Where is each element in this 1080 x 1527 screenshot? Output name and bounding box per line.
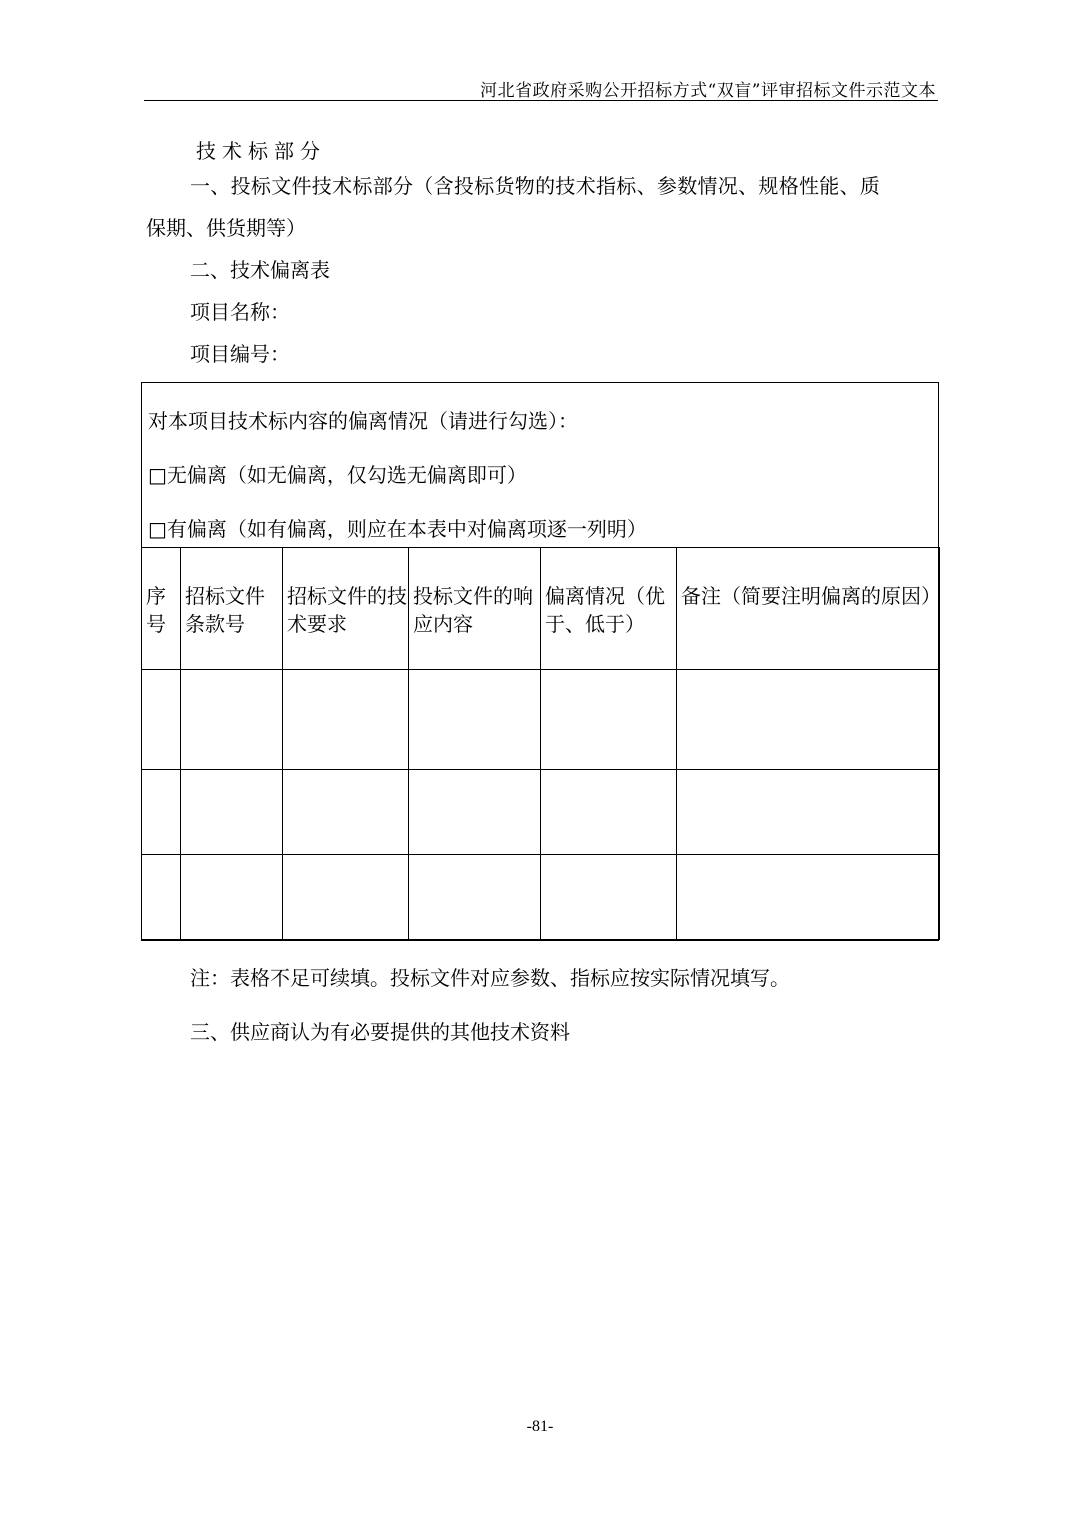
table-cell[interactable] xyxy=(541,670,677,770)
table-cell[interactable] xyxy=(142,855,181,940)
table-cell[interactable] xyxy=(283,855,409,940)
col-header-response: 投标文件的响应内容 xyxy=(409,548,541,670)
table-header-row xyxy=(142,548,940,670)
header-divider xyxy=(144,100,938,101)
project-name-label: 项目名称： xyxy=(190,300,290,324)
table-row xyxy=(142,670,940,770)
item1-text-line1: 一、投标文件技术标部分（含投标货物的技术指标、参数情况、规格性能、质 xyxy=(190,174,881,198)
col-header-clause: 招标文件条款号 xyxy=(181,548,283,670)
item3-heading: 三、供应商认为有必要提供的其他技术资料 xyxy=(190,1020,570,1044)
col-header-deviation: 偏离情况（优于、低于） xyxy=(541,548,677,670)
table-cell[interactable] xyxy=(181,770,283,855)
table-cell[interactable] xyxy=(677,855,940,940)
table-row xyxy=(142,855,940,940)
table-cell[interactable] xyxy=(541,770,677,855)
section-title: 技术标部分 xyxy=(196,139,326,163)
project-number-label: 项目编号： xyxy=(190,342,290,366)
col-header-seq: 序号 xyxy=(142,548,181,670)
table-cell[interactable] xyxy=(283,770,409,855)
deviation-table xyxy=(141,547,940,940)
table-cell[interactable] xyxy=(142,670,181,770)
item2-heading: 二、技术偏离表 xyxy=(190,258,330,282)
page-header-title: 河北省政府采购公开招标方式“双盲”评审招标文件示范文本 xyxy=(480,81,936,101)
table-note: 注：表格不足可续填。投标文件对应参数、指标应按实际情况填写。 xyxy=(190,966,790,990)
table-row xyxy=(142,770,940,855)
table-cell[interactable] xyxy=(677,770,940,855)
page-number: -81- xyxy=(526,1418,554,1435)
table-cell[interactable] xyxy=(409,855,541,940)
item1-text-line2: 保期、供货期等） xyxy=(146,216,306,240)
has-deviation-checkbox[interactable]: □有偏离（如有偏离，则应在本表中对偏离项逐一列明） xyxy=(148,517,647,541)
no-deviation-checkbox[interactable]: □无偏离（如无偏离，仅勾选无偏离即可） xyxy=(148,463,527,487)
col-header-remarks: 备注（简要注明偏离的原因） xyxy=(677,548,940,670)
table-cell[interactable] xyxy=(541,855,677,940)
table-cell[interactable] xyxy=(181,670,283,770)
deviation-prompt: 对本项目技术标内容的偏离情况（请进行勾选）： xyxy=(148,409,578,433)
table-cell[interactable] xyxy=(677,670,940,770)
col-header-requirement: 招标文件的技术要求 xyxy=(283,548,409,670)
table-cell[interactable] xyxy=(409,670,541,770)
table-cell[interactable] xyxy=(142,770,181,855)
table-cell[interactable] xyxy=(283,670,409,770)
table-cell[interactable] xyxy=(181,855,283,940)
table-cell[interactable] xyxy=(409,770,541,855)
